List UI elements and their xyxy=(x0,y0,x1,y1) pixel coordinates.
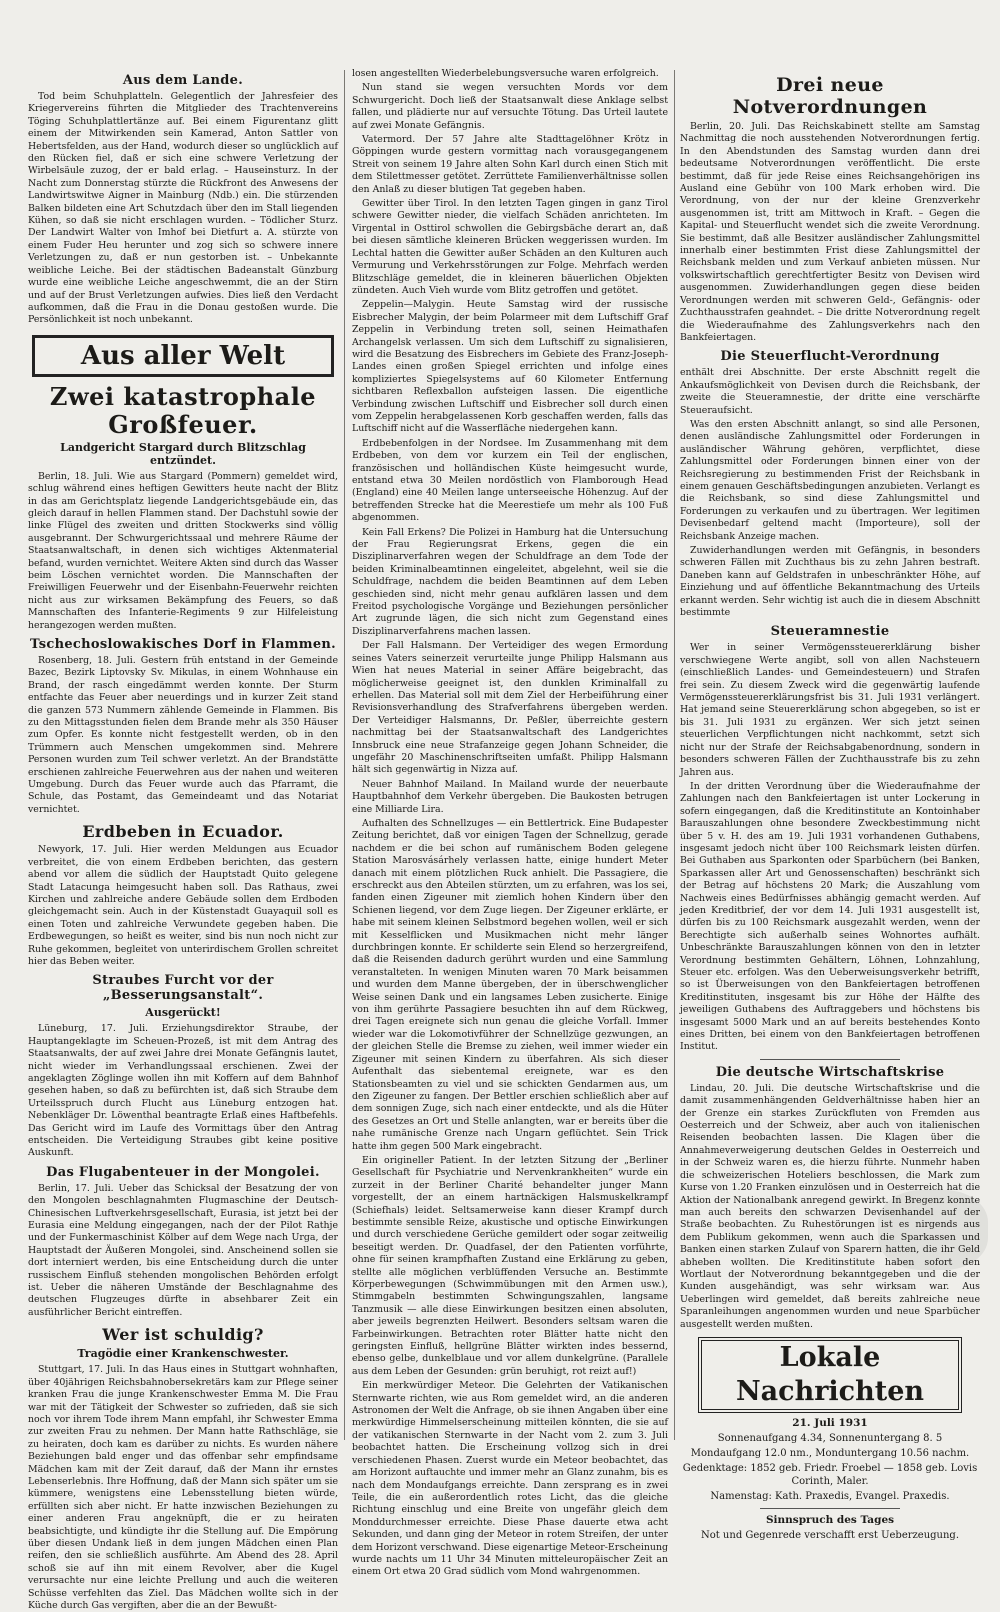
motto-label: Sinnspruch des Tages xyxy=(765,1513,895,1526)
article-paragraph: Lüneburg, 17. Juli. Erziehungsdirektor Straube, der Hauptangeklagte im Scheuen-Prozeß, ist mit dem Antrag des Staatsanwalts, der auf zwei Jahre drei Monate Gefängnis lautet, nicht wieder im Verhandlungssaal erschienen. Zwei der angeklagten Zöglinge wollen ihn mit Koffern auf dem Bahnhof gesehen haben, so daß zu befürchten ist, daß sich Straube dem Urteilsspruch durch Flucht aus Lüneburg entzogen hat. Nebenkläger Dr. Löwenthal beantragte Erlaß eines Haftbefehls. Das Gericht wird im Laufe des Vormittags über den Antrag entscheiden. Die Verteidigung Straubes gibt keine positive Auskunft. xyxy=(28,1023,338,1159)
article-paragraph: Nun stand sie wegen versuchten Mords vor dem Schwurgericht. Doch ließ der Staatsanwalt diese Anklage selbst fallen, und plädierte nur auf versuchte Tötung. Das Urteil lautete auf zwei Monate Gefängnis. xyxy=(352,82,668,131)
article-subtitle: Ausgerückt! xyxy=(145,1006,221,1020)
local-info-line: Mondaufgang 12.0 nm., Monduntergang 10.56 nachm. xyxy=(690,1447,970,1459)
article-paragraph: Gewitter über Tirol. In den letzten Tagen gingen in ganz Tirol schwere Gewitter nieder, die vielfach Schäden anrichteten. Im Virgental in Osttirol schwollen die Gebirgsbäche derart an, daß bei diesen sämtliche kleineren Brücken weggerissen wurden. Im Lechtal hatten die Gewitter außer Schäden an den Kulturen auch Vermurung und Verkehrsstörungen zur Folge. Mehrfach werden Blitzschläge gemeldet, die in kleineren bäuerlichen Objekten zündeten. Auch Vieh wurde vom Blitz getroffen und getötet. xyxy=(352,198,668,296)
article-paragraph: In der dritten Verordnung über die Wiederaufnahme der Zahlungen nach den Bankfeiertagen ist unter Lockerung in sofern eingegangen, daß die Kreditinstitute an Kontoinhaber Barauszahlungen ohne besondere Zweckbestimmung nicht über 5 v. H. des am 19. Juli 1931 vorhandenen Guthabens, insgesamt jedoch nicht über 100 Reichsmark leisten dürfen. Bei Guthaben aus Sparkonten oder Sparbüchern (bei Banken, Sparkassen aller Art und Genossenschaften) beschränkt sich der Betrag auf höchstens 20 Mark; die Auszahlung vom Nachweis eines Bedürfnisses abhängig gemacht werden. Auf jeden Kreditbrief, der vor dem 14. Juli 1931 ausgestellt ist, dürfen bis zu 100 Reichsmark ausgezahlt werden, wenn der Berechtigte sich außerhalb seines Wohnortes aufhält. Unbeschränkte Barauszahlungen können von den in letzter Verordnung bestimmten Gehältern, Löhnen, Lohnzahlung, Steuer etc. erfolgen. Was den Ueberweisungsverkehr betrifft, so ist Überweisungen von den Bankfeiertagen betroffenen Kreditinstituten, insgesamt bis zur Höhe der Hälfte des jeweiligen Guthabens des Auftraggebers und höchstens bis insgesamt 5000 Mark und an auf bereits bestehendes Konto eines Dritten, bei einem von den Bankfeiertagen betroffenen Institut. xyxy=(680,780,980,1053)
article-paragraph: Stuttgart, 17. Juli. In das Haus eines in Stuttgart wohnhaften, über 40jährigen Reichsbahnobersekretärs kam zur Pflege seiner kranken Frau die junge Krankenschwester Emma M. Die Frau war mit der Tätigkeit der Schwester so zufrieden, daß sie sich noch vor ihrem Tode ihrem Mann empfahl, ihr Schwester Emma zur zweiten Frau zu nehmen. Der Mann hatte Rathschläge, sie zu heiraten, doch kam es darüber zu nichts. Es wurden nähere Beziehungen bald enger und das offenbar sehr empfindsame Mädchen kam mit der Zeit darauf, daß der Mann ihr ernstes Lebenserlebnis. Ihre Hoffnung, daß der Mann sich später um sie kümmere, wenigstens eine Lebensstellung bieten würde, erfüllten sich aber nicht. Er hatte inzwischen Beziehungen zu einer anderen Frau angeknüpft, die er zu heiraten beabsichtigte, und kündigte ihr die Stellung auf. Die Empörung über diesen Undank ließ in dem jungen Mädchen einen Plan reifen, den sie schließlich ausführte. Am Abend des 28. April schoß sie auf ihn mit einem Revolver, aber die Kugel verursachte nur eine leichte Prellung und auch die weiteren Schüsse verfehlten das Ziel. Das Mädchen wollte sich in der Küche durch Gas vergiften, aber die an der Bewußt- xyxy=(28,1364,338,1611)
article-paragraph: Aufhalten des Schnellzuges — ein Bettlertrick. Eine Budapester Zeitung berichtet, daß vor einigen Tagen der Schnellzug, gerade nachdem er die bei schon auf rumänischem Boden gelegene Station Marosvásárhely verlassen hatte, einige hundert Meter danach mit einem plötzlichen Ruck anhielt. Die Passagiere, die erschreckt aus den Abteilen stürzten, um zu erfahren, was los sei, fanden einen Zigeuner mit ziemlich hohen Kindern über den Schienen liegend, vor dem Zuge liegen. Der Zigeuner erklärte, er habe mit seinem kleinen Selbstmord begehen wollen, weil er sich mit Kesselflicken und Musikmachen nicht mehr länger durchbringen konnte. Er schilderte sein Elend so herzergreifend, daß die Reisenden dadurch gerührt wurden und eine Sammlung veranstalteten. In wenigen Minuten waren 70 Mark beisammen und wurden dem Manne übergeben, der in überschwenglicher Weise seinen Dank und ein langsames Leben zusicherte. Einige von ihm gerührte Passagiere besuchten ihn auf dem Rückweg, drei Tagen ereignete sich nun genau die gleiche Vorfall. Immer wieder war die Lokomotivführer der Schnellzüge gezwungen, an der gleichen Stelle die Bremse zu ziehen, weil immer wieder ein Zigeuner mit seinen Kindern zu überfahren. Als sich dieser Aufenthalt das siebentemal ereignete, war es den Stationsbeamten zu viel und sie schickten Gendarmen aus, um den Zigeuner zu fangen. Der Bettler erschien schließlich aber auf dem sonnigen Zuge, sich nach einer entdeckte, und als die Hüter des Gesetzes an Ort und Stelle anlangten, war er bereits über die nahe rumänische Grenze nach Ungarn geflüchtet. Sein Trick hatte ihm gegen 500 Mark eingebracht. xyxy=(352,817,668,1152)
article-title: Zwei katastrophale Großfeuer. xyxy=(49,381,317,439)
article-paragraph: Newyork, 17. Juli. Hier werden Meldungen aus Ecuador verbreitet, die von einem Erdbeben berichten, das gestern abend vor allem die südlich der Hauptstadt Quito gelegene Stadt Latacunga heimgesucht haben soll. Das Rathaus, zwei Kirchen und zahlreiche andere Gebäude sollen dem Erdboden gleichgemacht sein. Auch in der Küstenstadt Guayaquil soll es einen Toten und zahlreiche Verwundete gegeben haben. Die Erdbewegungen, so heißt es weiter, sind bis nun noch nicht zur Ruhe gekommen, begleitet von unterirdischem Grollen schreitet hier das Beben weiter. xyxy=(28,844,338,967)
article-paragraph: Berlin, 18. Juli. Wie aus Stargard (Pommern) gemeldet wird, schlug während eines heftigen Gewitters heute nacht der Blitz in das am Gerichtsplatz liegende Landgerichtsgebäude ein, das gleich darauf in hellen Flammen stand. Der Dachstuhl sowie der linke Flügel des zweiten und dritten Stockwerks sind völlig ausgebrannt. Der Schwurgerichtssaal und mehrere Räume der Staatsanwaltschaft, in denen sich wichtiges Aktenmaterial befand, wurden vernichtet. Weitere Akten sind durch das Wasser beim Löschen vernichtet worden. Die Mannschaften der Freiwilligen Feuerwehr und der Eisenbahn-Feuerwehr reichten nicht aus zur wirksamen Bekämpfung des Feuers, so daß Mannschaften des Infanterie-Regiments 9 zur Hilfeleistung herangezogen werden mußten. xyxy=(28,470,338,631)
article-subtitle: Landgericht Stargard durch Blitzschlag entzündet. xyxy=(60,440,306,467)
article-paragraph: Berlin, 20. Juli. Das Reichskabinett stellte am Samstag Nachmittag die noch ausstehenden Notverordnungen fertig. In den Abendstunden des Samstag wurden dann drei bedeutsame Notverordnungen veröffentlicht. Die erste bestimmt, daß für jede Reise eines Reichsangehörigen ins Ausland eine Gebühr von 100 Mark erhoben wird. Die Verordnung, von der nur der kleine Grenzverkehr ausgenommen ist, tritt am Mittwoch in Kraft. – Gegen die Kapital- und Steuerflucht wendet sich die zweite Verordnung. Sie bestimmt, daß alle Besitzer ausländischer Zahlungsmittel innerhalb einer bestimmten Frist diese Zahlungsmittel der Reichsbank melden und zum Verkauf anbieten müssen. Nur volkswirtschaftlich gerechtfertigter Besitz von Devisen wird ausgenommen. Zuwiderhandlungen gegen diese beiden Verordnungen werden mit schweren Geld-, Gefängnis- oder Zuchthausstrafen geahndet. – Die dritte Notverordnung regelt die Wiederaufnahme des Zahlungsverkehrs nach den Bankfeiertagen. xyxy=(680,121,980,343)
separator-line xyxy=(760,1059,900,1060)
section-box-heading: Aus aller Welt xyxy=(32,335,334,377)
article-paragraph: Ein origineller Patient. In der letzten Sitzung der „Berliner Gesellschaft für Psychiatrie und Nervenkrankheiten“ wurde ein zurzeit in der Berliner Charité behandelter junger Mann vorgestellt, der an einem hartnäckigen Halsmuskelkrampf (Schiefhals) leidet. Seltsamerweise kann dieser Krampf durch bestimmte sensible Reize, akustische und optische Einwirkungen und durch verschiedene Gerüche gemildert oder sogar zeitweilig beseitigt werden. Dr. Quadfasel, der den Patienten vorführte, ohne für seinen krampfhaften Zustand eine Erklärung zu geben, stellte alle möglichen verblüffenden Versuche an. Bestimmte Körperbewegungen (Schwimmübungen mit den Armen usw.), Stimmgabeln bestimmten Schwingungszahlen, langsame Tanzmusik — alle diese Einwirkungen besitzen einen absoluten, aber jeweils begrenzten Heilwert. Besonders seltsam waren die Farbeinwirkungen. Betrachten roter Blätter hatte nicht den geringsten Einfluß, hellgrüne Blätter wirkten indes bessernd, ebenso gelbe, dunkelblaue und vor allem dunkelgrüne. (Parallele aus dem Leben der Gesunden: grün beruhigt, rot reizt auf!) xyxy=(352,1154,668,1377)
article-paragraph: Erdbebenfolgen in der Nordsee. Im Zusammenhang mit dem Erdbeben, von dem vor kurzem ein Teil der englischen, französischen und holländischen Küste heimgesucht wurde, entstand etwa 30 Meilen nordöstlich von Flamborough Head (England) eine 40 Meilen lange unterseeische Höhenzug. Auf der betreffenden Strecke hat die Meerestiefe um mehr als 100 Fuß abgenommen. xyxy=(352,437,668,524)
column-right xyxy=(680,68,980,1541)
paragraph-group xyxy=(28,1183,338,1319)
article-paragraph: Berlin, 17. Juli. Ueber das Schicksal der Besatzung der von den Mongolen beschlagnahmten Flugmaschine der Deutsch-Chinesischen Luftverkehrsgesellschaft, Eurasia, ist jetzt bei der Eurasia eine Meldung eingegangen, nach der der Pilot Rathje und der Funkermaschinist Kölber auf dem Wege nach Urga, der Hauptstadt der Äußeren Mongolei, sind. Anscheinend sollen sie dort interniert werden, bis eine Entscheidung durch die unter russischem Einfluß stehenden mongolischen Behörden erfolgt ist. Ueber die näheren Umstände der Beschlagnahme des deutschen Flugzeuges dürfte in absehbarer Zeit ein ausführlicher Bericht eintreffen. xyxy=(28,1182,338,1318)
paragraph-group xyxy=(680,121,980,344)
paragraph-group xyxy=(28,655,338,816)
article-subtitle: Tragödie einer Krankenschwester. xyxy=(77,1347,289,1361)
paragraph-group xyxy=(28,471,338,632)
paragraph-group xyxy=(28,1023,338,1159)
article-paragraph: Der Fall Halsmann. Der Verteidiger des wegen Ermordung seines Vaters seinerzeit verurteilte junge Philipp Halsmann aus Wien hat neues Material in seiner Affäre beigebracht, das möglicherweise geeignet ist, den dunklen Kriminalfall zu erhellen. Das Material soll mit dem Ziel der Herbeiführung einer Revisionsverhandlung des Strafverfahrens übergeben werden. Der Verteidiger Halsmanns, Dr. Peßler, überreichte gestern nachmittag bei der Staatsanwaltschaft des Landgerichtes Innsbruck eine neue Strafanzeige gegen Johann Schneider, die ungefähr 20 Maschinenschriftseiten umfaßt. Philipp Halsmann hält sich gegenwärtig in Nizza auf. xyxy=(352,640,668,776)
article-paragraph: Was den ersten Abschnitt anlangt, so sind alle Personen, denen ausländische Zahlungsmittel oder Forderungen in ausländischer Währung gehören, verpflichtet, diese Zahlungsmittel oder Forderungen binnen einer von der Reichsregierung zu bestimmenden Frist der Reichsbank in einem genauen Geschäftsbedingungen anzubieten. Verlangt es die Reichsbank, so sind diese Zahlungsmittel und Forderungen zu verkaufen und zu übertragen. Wer legitimen Devisenbedarf geltend macht (Importeure), soll der Reichsbank Anzeige machen. xyxy=(680,418,980,542)
local-info-line: Namenstag: Kath. Praxedis, Evangel. Praxedis. xyxy=(710,1490,950,1502)
article-title: Steueramnestie xyxy=(770,624,890,640)
article-paragraph: Vatermord. Der 57 Jahre alte Stadttagelöhner Krötz in Göppingen wurde gestern vormittag nach vorausgegangenem Streit von seinem 19 Jahre alten Sohn Karl durch einen Stich mit dem Stilettmesser getötet. Zerrüttete Familienverhältnisse sollen den Anlaß zu dieser blutigen Tat gegeben haben. xyxy=(352,134,668,195)
article-paragraph: Ein merkwürdiger Meteor. Die Gelehrten der Vatikanischen Sternwarte richten, wie aus Rom gemeldet wird, an die anderen Astronomen der Welt die Anfrage, ob sie ihnen Angaben über eine merkwürdige Himmelserscheinung mitteilen könnten, die sie auf der vatikanischen Sternwarte in der Nacht vom 2. zum 3. Juli beobachtet hatten. Die Erscheinung vollzog sich in drei verschiedenen Phasen. Zuerst wurde ein Meteor beobachtet, das am Horizont auftauchte und immer mehr an Glanz zunahm, bis es nach dem Mondaufgangs erreichte. Dann zersprang es in zwei Teile, die ein außerordentlich rotes Licht, das die gleiche Richtung einschlug und eine Breite von ungefähr gleich dem Monddurchmesser erreichte. Diese Phase dauerte etwa acht Sekunden, und dann ging der Meteor in rotem Streifen, der unter dem Horizont verschwand. Diese eigenartige Meteor-Erscheinung wurde nachts um 11 Uhr 34 Minuten mitteleuropäischer Zeit an einem Ort etwa 20 Grad südlich vom Mond wahrgenommen. xyxy=(352,1380,668,1578)
local-date: 21. Juli 1931 xyxy=(792,1416,868,1429)
article-paragraph: Rosenberg, 18. Juli. Gestern früh entstand in der Gemeinde Bazec, Bezirk Liptovsky Sv. Mikulas, in einem Wohnhause ein Brand, der rasch eingedämmt werden konnte. Der Sturm entfachte das Feuer aber neuerdings und in kurzer Zeit stand die ganzen 573 Nummern zählende Gemeinde in Flammen. Bis zu den Mittagsstunden fielen dem Brande mehr als 350 Häuser zum Opfer. Es konnte nicht festgestellt werden, ob in den Trümmern auch Menschen umgekommen sind. Mehrere Personen wurden zum Teil schwer verletzt. An der Brandstätte erschienen zahlreiche Feuerwehren aus der nahen und weiteren Umgebung. Durch das Feuer wurde auch das Pfarramt, die Schule, das Postamt, das Gemeindeamt und das Notariat vernichtet. xyxy=(28,655,338,815)
article-paragraph: Zeppelin—Malygin. Heute Samstag wird der russische Eisbrecher Malygin, der beim Polarmeer mit dem Luftschiff Graf Zeppelin in Verbindung treten soll, seinen Heimathafen Archangelsk verlassen. Um sich dem Luftschiff zu signalisieren, wird die Besatzung des Eisbrechers im Gebiete des Franz-Joseph-Landes einen großen Spiegel errichten und infolge eines kompliziertes Spiegelsystems auf 60 Kilometer Entfernung sichtbaren Reflexballon aufsteigen lassen. Die eigentliche Verbindung zwischen Luftschiff und Eisbrecher soll durch einen vom Zeppelin herabgelassenen Korb geschaffen werden, falls das Luftschiff nicht auf die Wasserfläche niedergehen kann. xyxy=(352,299,668,435)
paragraph-group xyxy=(28,844,338,968)
article-title: Tschechoslowakisches Dorf in Flammen. xyxy=(29,637,337,652)
article-title: Das Flugabenteuer in der Mongolei. xyxy=(46,1164,320,1180)
article-title: Die deutsche Wirtschaftskrise xyxy=(715,1064,945,1080)
article-paragraph: Tod beim Schuhplatteln. Gelegentlich der Jahresfeier des Kriegervereins führten die Mitglieder des Trachtenvereins Töging Schuhplattlertänze auf. Bei einem Figurentanz glitt einem der Mitwirkenden sein Kamerad, Anton Sattler von Hebertsfelden, aus der Hand, wodurch dieser so unglücklich auf den Rücken fiel, daß er sich eine schwere Verletzung der Wirbelsäule zuzog, der er bald erlag. – Hauseinsturz. In der Nacht zum Donnerstag stürzte die Rückfront des Anwesens der Landwirtswitwe Aigner in Mainburg (Ndb.) ein. Die stürzenden Balken bildeten eine Art Schutzdach über den im Stall liegenden Kühen, so daß sie nicht erschlagen wurden. – Tödlicher Sturz. Der Landwirt Walter von Imhof bei Dietfurt a. A. stürzte von einem Fuder Heu herunter und zog sich so schwere innere Verletzungen zu, daß er nun gestorben ist. – Unbekannte weibliche Leiche. Bei der städtischen Badeanstalt Günzburg wurde eine weibliche Leiche angeschwemmt, die an der Stirn und auf der Brust Verletzungen aufwies. Dies ließ den Verdacht aufkommen, daß die Frau in die Donau gestoßen wurde. Die Persönlichkeit ist noch unbekannt. xyxy=(28,91,338,326)
article-paragraph: Wer in seiner Vermögenssteuererklärung bisher verschwiegene Werte angibt, soll von allen Nachsteuern (einschließlich Landes- und Gemeindesteuern) und Strafen frei sein. Zu diesem Zweck wird die gegenwärtig laufende Vermögenssteuererklärungsfrist bis 31. Juli 1931 verlängert. Hat jemand seine Steuererklärung schon abgegeben, so ist er bis 31. Juli 1931 zu ergänzen. Wer sich jetzt seinen steuerlichen Verpflichtungen nicht nachkommt, setzt sich nicht nur der Strafe der Reichsabgabenordnung, sondern in besonders schweren Fällen der Zuchthausstrafe bis zu zehn Jahren aus. xyxy=(680,642,980,778)
column-middle xyxy=(352,68,668,1578)
separator-line xyxy=(760,1508,900,1509)
paragraph-group xyxy=(352,68,668,1579)
article-paragraph: enthält drei Abschnitte. Der erste Abschnitt regelt die Ankaufsmöglichkeit von Devisen durch die Reichsbank, der zweite die Steueramnestie, der dritte eine verschärfte Steueraufsicht. xyxy=(680,367,980,416)
section-heading: Aus dem Lande. xyxy=(122,73,244,88)
article-title: Wer ist schuldig? xyxy=(102,1325,264,1345)
paragraph-group xyxy=(680,367,980,619)
paragraph-group xyxy=(28,91,338,327)
article-title: Die Steuerflucht-Verordnung xyxy=(720,349,940,365)
paragraph-group xyxy=(28,1364,338,1612)
article-paragraph: Lindau, 20. Juli. Die deutsche Wirtschaftskrise und die damit zusammenhängenden Geldverhältnisse haben hier an der Grenze ein starkes Zurückfluten von Fremden aus Oesterreich und der Schweiz, aber auch von italienischen Reisenden beobachten lassen. Die Klagen über die Annahmeverweigerung deutschen Geldes in Oesterreich und in der Schweiz waren es, die hierzu führte. Nunmehr haben die schweizerischen Hoteliers beschlossen, die Mark zum Kurse von 1.20 Franken einzulösen und in Oesterreich hat die Aktion der Nationalbank anregend gewirkt. In Bregenz konnte man auch bereits den schwarzen Devisenhandel auf der Straße beobachten. Zu Ruhestörungen ist es nirgends aus dem Publikum gekommen, wenn auch die Sparkassen und Banken einen starken Zulauf von Sparern hatten, die ihr Geld abheben wollten. Die Kreditinstitute haben sofort den Wortlaut der Notverordnung bekanntgegeben und die der Kunden ausgehändigt, was sehr wirksam war. Aus Ueberlingen wird gemeldet, daß bereits zahlreiche neue Sparanleihungen angenommen wurden und neue Sparbücher ausgestellt werden mußten. xyxy=(680,1082,980,1330)
article-paragraph: Zuwiderhandlungen werden mit Gefängnis, in besonders schweren Fällen mit Zuchthaus bis zu zehn Jahren bestraft. Daneben kann auf Geldstrafen in unbeschränkter Höhe, auf Einziehung und auf öffentliche Bekanntmachung des Urteils erkannt werden. Sehr wichtig ist auch die in diesem Abschnitt bestimmte xyxy=(680,545,980,619)
article-title: Drei neue Notverordnungen xyxy=(732,74,928,118)
column-rule xyxy=(344,70,345,1440)
article-paragraph: losen angestellten Wiederbelebungsversuche waren erfolgreich. xyxy=(352,68,659,79)
article-paragraph: Neuer Bahnhof Mailand. In Mailand wurde der neuerbaute Hauptbahnhof dem Verkehr übergeben. Die Baukosten betrugen eine Milliarde Lira. xyxy=(352,778,668,815)
local-info-line: Sonnenaufgang 4.34, Sonnenuntergang 8. 5 xyxy=(717,1432,943,1444)
article-paragraph: Kein Fall Erkens? Die Polizei in Hamburg hat die Untersuchung der Frau Regierungsrat Erkens, gegen die ein Disziplinarverfahren wegen der Schuldfrage an dem Tode der beiden Kriminalbeamtinnen eingeleitet, abgelehnt, weil sie die Schuldfrage, nachdem die beiden Beamtinnen auf dem Leben geschieden sind, nicht mehr genau aufklären lassen und dem Freitod psychologische Vorgänge und Beziehungen persönlicher Art zugrunde lägen, die sich nicht zum Gegenstand eines Disziplinarverfahrens machen lassen. xyxy=(352,526,668,637)
local-news-heading: Lokale Nachrichten xyxy=(698,1337,962,1413)
paragraph-group xyxy=(680,1083,980,1331)
column-rule xyxy=(674,70,675,1440)
article-title: Erdbeben in Ecuador. xyxy=(82,822,284,842)
local-info-line: Gedenktage: 1852 geb. Friedr. Froebel — 1858 geb. Lovis Corinth, Maler. xyxy=(682,1462,978,1487)
column-left xyxy=(28,68,338,1611)
paragraph-group xyxy=(680,642,980,1053)
motto-text: Not und Gegenrede verschafft erst Ueberzeugung. xyxy=(700,1529,960,1541)
article-title: Straubes Furcht vor der „Besserungsanstalt“. xyxy=(92,973,274,1004)
local-lines xyxy=(680,1432,980,1503)
